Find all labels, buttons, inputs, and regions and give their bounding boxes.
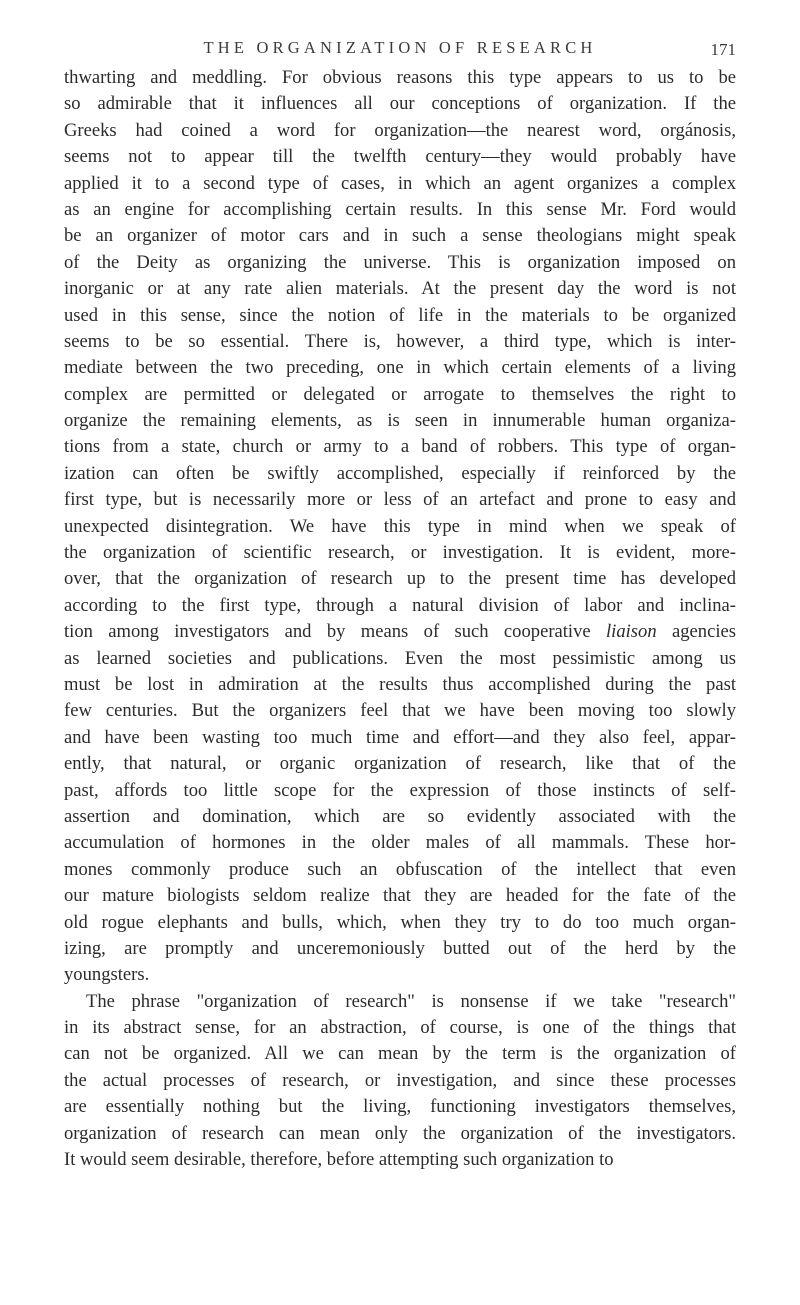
- running-title: THE ORGANIZATION OF RESEARCH: [203, 38, 597, 57]
- text-line: so admirable that it influences all our conceptions of organization. If the: [64, 93, 736, 115]
- text-line: our mature biologists seldom realize that they are headed for the fate of the: [64, 885, 736, 907]
- text-line: and have been wasting too much time and effort—and they also feel, appar-: [64, 726, 736, 748]
- text-line: mones commonly produce such an obfuscation of the intellect that even: [64, 858, 736, 880]
- text-line: It would seem desirable, therefore, before attempting such organization to: [64, 1149, 614, 1171]
- text-line: used in this sense, since the notion of life in the materials to be organized: [64, 304, 736, 326]
- text-line: be an organizer of motor cars and in such a sense theologians might speak: [64, 225, 736, 247]
- text-line: as an engine for accomplishing certain results. In this sense Mr. Ford would: [64, 198, 736, 220]
- text-line: of the Deity as organizing the universe. This is organization imposed on: [64, 251, 736, 273]
- text-line: Greeks had coined a word for organization—the nearest word, orgánosis,: [64, 119, 736, 141]
- text-line: youngsters.: [64, 964, 150, 986]
- text-line: first type, but is necessarily more or less of an artefact and prone to easy and: [64, 489, 736, 511]
- text-line: must be lost in admiration at the results thus accomplished during the past: [64, 673, 736, 695]
- body-text: [64, 65, 736, 1173]
- text-line: as learned societies and publications. Even the most pessimistic among us: [64, 647, 736, 669]
- text-line: izing, are promptly and unceremoniously butted out of the herd by the: [64, 937, 736, 959]
- text-line: applied it to a second type of cases, in which an agent organizes a complex: [64, 172, 736, 194]
- italic-term: liaison: [606, 621, 657, 643]
- text-line: ently, that natural, or organic organization of research, like that of the: [64, 753, 736, 775]
- text-line: over, that the organization of research up to the present time has developed: [64, 568, 736, 590]
- paragraph: [64, 989, 736, 1174]
- text-line: assertion and domination, which are so evidently associated with the: [64, 805, 736, 827]
- text-line: The phrase "organization of research" is nonsense if we take "research": [86, 990, 736, 1012]
- text-line: accumulation of hormones in the older males of all mammals. These hor-: [64, 832, 736, 854]
- text-line: inorganic or at any rate alien materials. At the present day the word is not: [64, 278, 736, 300]
- text-line: in its abstract sense, for an abstraction, of course, is one of the things that: [64, 1017, 736, 1039]
- text-line: complex are permitted or delegated or arrogate to themselves the right to: [64, 383, 736, 405]
- text-line: can not be organized. All we can mean by the term is the organization of: [64, 1043, 736, 1065]
- text-line: old rogue elephants and bulls, which, when they try to do too much organ-: [64, 911, 736, 933]
- text-line: mediate between the two preceding, one in which certain elements of a living: [64, 357, 736, 379]
- text-line: tion among investigators and by means of such cooperative liaison agencies: [64, 621, 737, 643]
- text-line: seems to be so essential. There is, however, a third type, which is inter-: [64, 330, 736, 352]
- paragraph: [64, 65, 736, 989]
- text-line: the organization of scientific research, or investigation. It is evident, more-: [64, 542, 736, 564]
- text-line: ization can often be swiftly accomplished, especially if reinforced by the: [64, 462, 736, 484]
- text-line: tions from a state, church or army to a band of robbers. This type of organ-: [64, 436, 736, 458]
- text-line: are essentially nothing but the living, functioning investigators themselves,: [64, 1096, 736, 1118]
- text-line: seems not to appear till the twelfth century—they would probably have: [64, 146, 736, 168]
- text-line: few centuries. But the organizers feel that we have been moving too slowly: [64, 700, 736, 722]
- page-number: 171: [710, 40, 736, 59]
- text-line: past, affords too little scope for the expression of those instincts of self-: [64, 779, 736, 801]
- text-line: organization of research can mean only the organization of the investigators.: [64, 1122, 736, 1144]
- text-line: organize the remaining elements, as is seen in innumerable human organiza-: [64, 410, 736, 432]
- text-line: according to the first type, through a natural division of labor and inclina-: [64, 594, 736, 616]
- text-line: thwarting and meddling. For obvious reasons this type appears to us to be: [64, 67, 736, 88]
- running-head: [64, 38, 736, 58]
- text-line: unexpected disintegration. We have this type in mind when we speak of: [64, 515, 736, 537]
- text-line: the actual processes of research, or investigation, and since these processes: [64, 1069, 736, 1091]
